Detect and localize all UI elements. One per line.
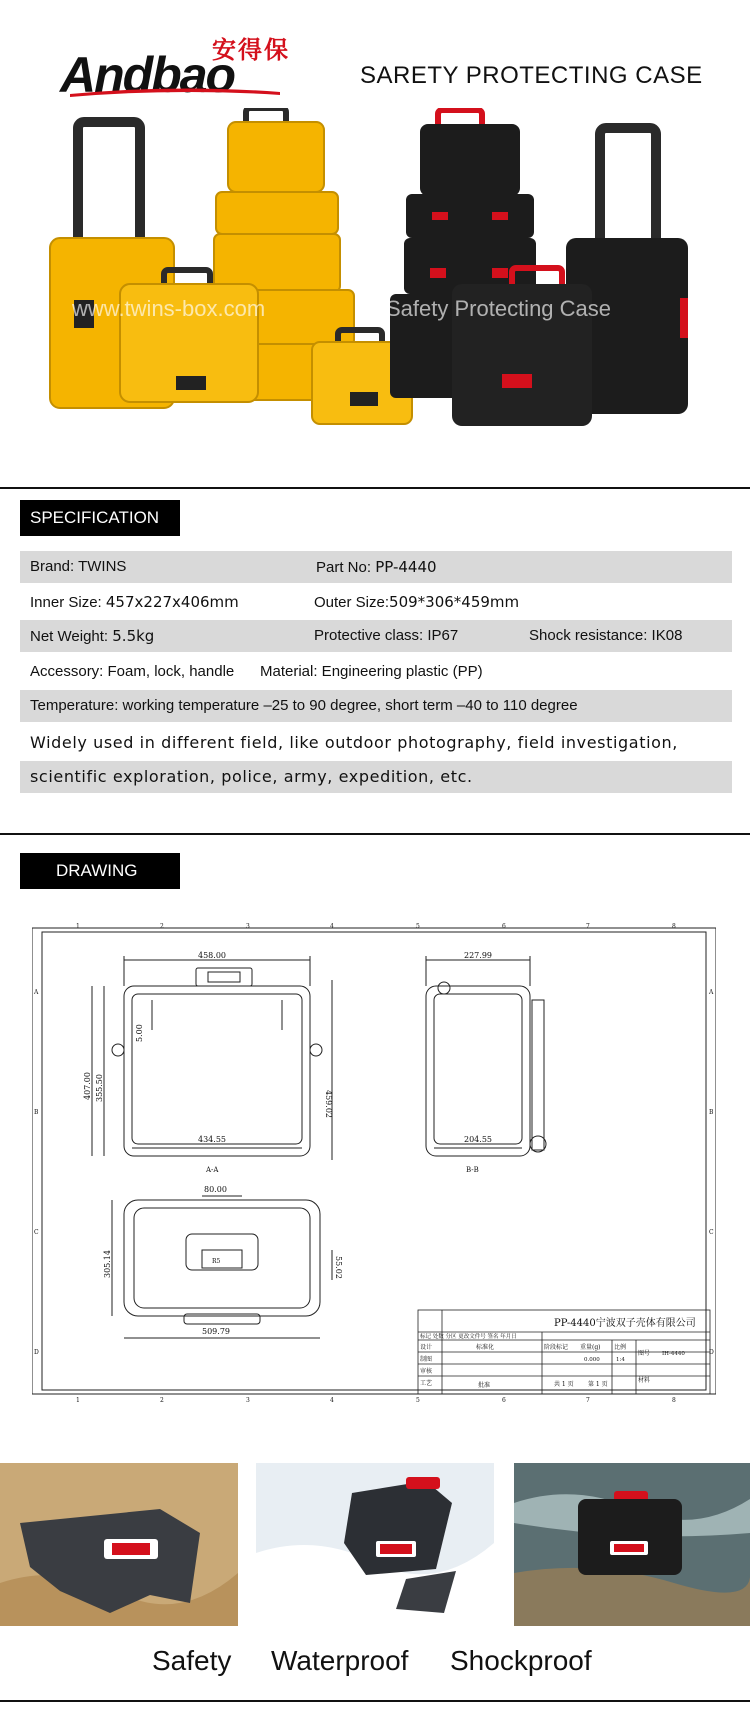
title-block-header: 标记 处数 分区 更改文件号 签名 年月日 [420,1334,517,1340]
spec-part-label: Part No: [316,559,372,576]
dim-side-width: 227.99 [464,951,492,960]
dim-front-height-outer: 407.00 [83,1072,92,1100]
photo-shockproof [514,1463,750,1626]
dim-top-handle: 80.00 [204,1185,227,1194]
col-number: 1 [76,1397,80,1402]
hero-watermark-left: www.twins-box.com [72,296,266,321]
row-letter: C [34,1229,39,1236]
spec-inner-label: Inner Size: [30,594,102,611]
drawing-column-numbers [76,923,676,930]
top-view [112,1196,332,1338]
specification-heading-text: SPECIFICATION [30,508,160,527]
title-block-standard: 标准化 [476,1344,495,1351]
spec-part-no [316,551,437,584]
row-letter: D [34,1349,39,1356]
col-number: 2 [160,1397,164,1402]
page-title: SARETY PROTECTING CASE [360,62,703,89]
view-label-aa: A-A [206,1166,219,1174]
title-block-sheet-no: 第 1 页 [588,1381,608,1388]
title-block-stage: 阶段标记 [544,1344,569,1351]
sand-scene-illustration [0,1463,238,1626]
spec-inner-value: 457x227x406mm [105,593,239,611]
dim-front-width: 458.00 [198,951,226,960]
title-block-approve: 批准 [478,1382,491,1389]
col-number: 7 [586,1397,590,1402]
snow-scene-illustration [256,1463,494,1626]
col-number: 3 [246,923,250,930]
brand-logo [60,30,290,103]
title-block-scale: 比例 [614,1344,627,1351]
drawing-row-letters [33,989,714,1356]
spec-material: Material: Engineering plastic (PP) [260,663,483,680]
col-number: 4 [330,923,334,930]
col-number: 6 [502,1397,506,1402]
divider-middle [0,833,750,835]
spec-part-value: PP-4440 [375,558,437,576]
feature-waterproof: Waterproof [271,1645,409,1676]
dim-top-small: R5 [212,1258,221,1265]
spec-usage-line-2: scientific exploration, police, army, expedition, etc. [30,767,473,786]
view-label-bb: B-B [466,1166,479,1174]
dim-front-height-inner: 355.50 [95,1074,104,1102]
spec-weight-value: 5.5kg [112,627,155,645]
col-number: 6 [502,923,506,930]
dim-side-inner: 204.55 [464,1135,492,1144]
river-scene-illustration [514,1463,750,1626]
col-number: 2 [160,923,164,930]
title-block-material-label: 材料 [638,1377,651,1384]
dim-top-right: 55.02 [334,1256,343,1279]
dim-front-inner-width: 434.55 [198,1135,226,1144]
drawing-heading-text: DRAWING [56,861,138,880]
case-lineup-illustration [0,108,750,480]
title-block-weight-value: 0.000 [584,1357,600,1363]
spec-outer-size [314,586,519,619]
specification-heading [20,500,180,536]
col-number: 7 [586,923,590,930]
drawing-heading [20,853,180,889]
spec-row-accessory [20,656,732,688]
title-block-sheets: 共 1 页 [554,1381,574,1388]
logo-chinese-text: 安得保 [212,36,290,64]
row-letter: A [709,989,714,996]
spec-temperature: Temperature: working temperature –25 to 90 degree, short term –40 to 110 degree [30,697,578,714]
col-number: 5 [416,923,420,930]
row-letter: C [709,1229,714,1236]
front-view [92,956,332,1160]
feature-shockproof: Shockproof [450,1645,592,1676]
col-number: 5 [416,1397,420,1402]
title-block-drawing-no: IH-4440 [662,1351,685,1357]
spec-outer-value: 509*306*459mm [389,593,520,611]
spec-row-brand [20,551,732,583]
row-letter: B [34,1109,39,1116]
photo-safety [0,1463,238,1626]
page-header [0,0,750,103]
divider-top [0,487,750,489]
photo-waterproof [256,1463,494,1626]
row-letter: D [709,1349,714,1356]
title-block-part-name: PP-4440宁波双子壳体有限公司 [554,1318,696,1329]
product-hero-image [0,108,750,480]
spec-shock-resistance: Shock resistance: IK08 [529,627,683,644]
hero-watermark-right: Safety Protecting Case [386,296,612,321]
spec-row-size [20,586,732,618]
title-block-drawing-no-label: 图号 [638,1350,651,1357]
row-letter: A [34,989,39,996]
row-letter: B [709,1109,714,1116]
logo-swoosh-icon [70,86,280,98]
logo-wordmark: Andbao [60,47,235,103]
spec-usage-line-1: Widely used in different field, like outdoor photography, field investigation, [30,733,678,752]
drawing-column-numbers-bottom [76,1397,676,1402]
title-block-scale-value: 1:4 [616,1357,625,1363]
dim-top-depth: 305.14 [103,1250,112,1278]
spec-net-weight [30,620,154,653]
dim-front-small: 5.00 [135,1024,144,1042]
col-number: 4 [330,1397,334,1402]
spec-row-temperature [20,690,732,722]
feature-safety: Safety [152,1645,232,1676]
title-block-weight: 重量(g) [580,1344,601,1351]
title-block-draft: 制图 [420,1356,433,1363]
col-number: 8 [672,923,676,930]
technical-drawing [32,920,716,1402]
spec-brand: Brand: TWINS [30,558,127,575]
spec-accessory: Accessory: Foam, lock, handle [30,663,235,680]
dim-front-height-total: 459.02 [324,1090,333,1118]
title-block-process: 工艺 [420,1380,433,1387]
title-block-review: 审核 [420,1368,433,1375]
col-number: 1 [76,923,80,930]
title-block-design: 设计 [420,1344,433,1351]
side-view [426,956,546,1156]
col-number: 3 [246,1397,250,1402]
spec-outer-label: Outer Size: [314,594,390,611]
spec-row-weight [20,620,732,652]
spec-protective-class: Protective class: IP67 [314,627,459,644]
dim-top-width: 509.79 [202,1327,230,1336]
spec-weight-label: Net Weight: [30,628,109,645]
spec-inner-size [30,586,239,619]
col-number: 8 [672,1397,676,1402]
divider-bottom [0,1700,750,1702]
